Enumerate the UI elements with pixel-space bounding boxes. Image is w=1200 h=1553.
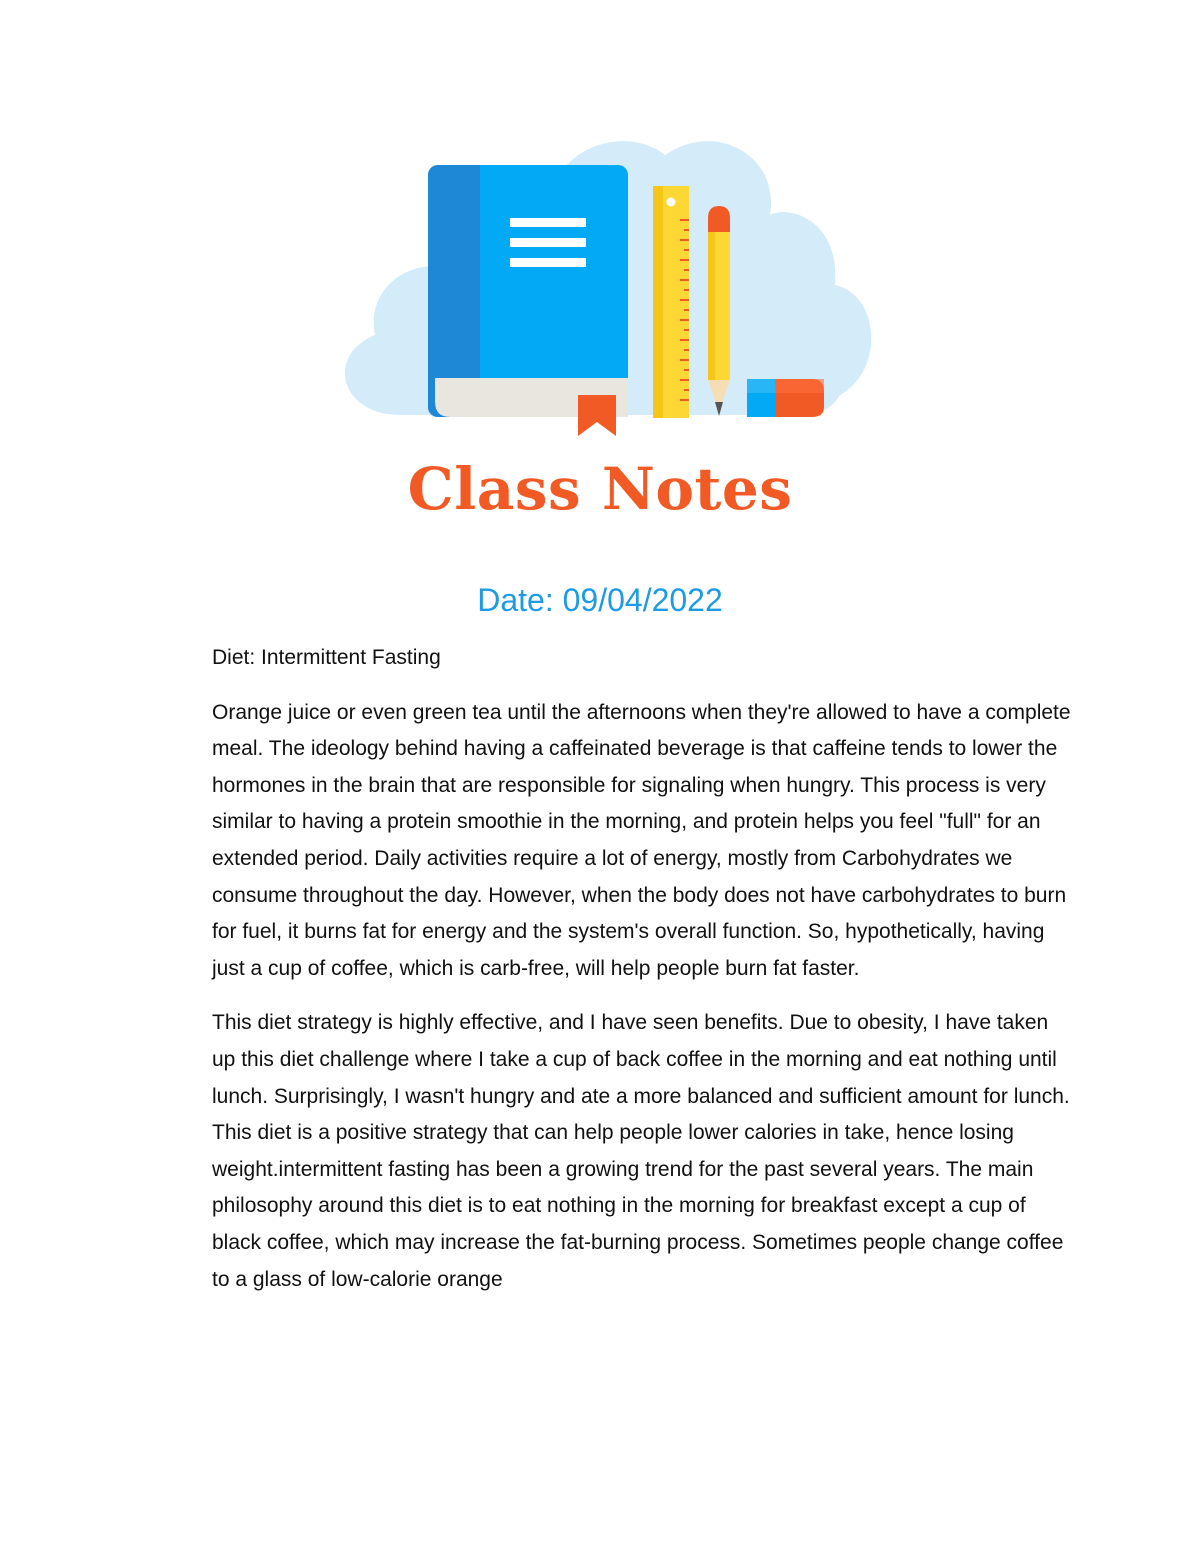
ruler-icon (653, 186, 689, 418)
notes-subject: Diet: Intermittent Fasting (212, 646, 441, 669)
bookmark-icon (578, 395, 616, 436)
book-icon (428, 165, 628, 417)
eraser-icon (747, 379, 824, 417)
page-title: Class Notes (407, 455, 793, 523)
header-illustration (320, 120, 880, 450)
notes-paragraph: Orange juice or even green tea until the afternoons when they're allowed to have a complete meal. The ideology behind having a caffeinated beverage is that caffeine tends to lower the hormones in the brain that are responsible for signaling when hungry. This process is very similar to having a protein smoothie in the morning, and protein helps you feel "full" for an extended period. Daily activities require a lot of energy, mostly from Carbohydrates we consume throughout the day. However, when the body does not have carbohydrates to burn for fuel, it burns fat for energy and the system's overall function. So, hypothetically, having just a cup of coffee, which is carb-free, will help people burn fat faster. (212, 700, 1071, 980)
date-label: Date: 09/04/2022 (477, 582, 723, 618)
notes-paragraph: This diet strategy is highly effective, and I have seen benefits. Due to obesity, I have taken up this diet challenge where I take a cup of back coffee in the morning and eat nothing until lunch. Surprisingly, I wasn't hungry and ate a more balanced and sufficient amount for lunch. This diet is a positive strategy that can help people lower calories in take, hence losing weight.intermittent fasting has been a growing trend for the past several years. The main philosophy around this diet is to eat nothing in the morning for breakfast except a cup of black coffee, which may increase the fat-burning process. Sometimes people change coffee to a glass of low-calorie orange (212, 1011, 1070, 1291)
notes-body (212, 640, 1072, 1316)
pencil-icon (708, 206, 730, 416)
